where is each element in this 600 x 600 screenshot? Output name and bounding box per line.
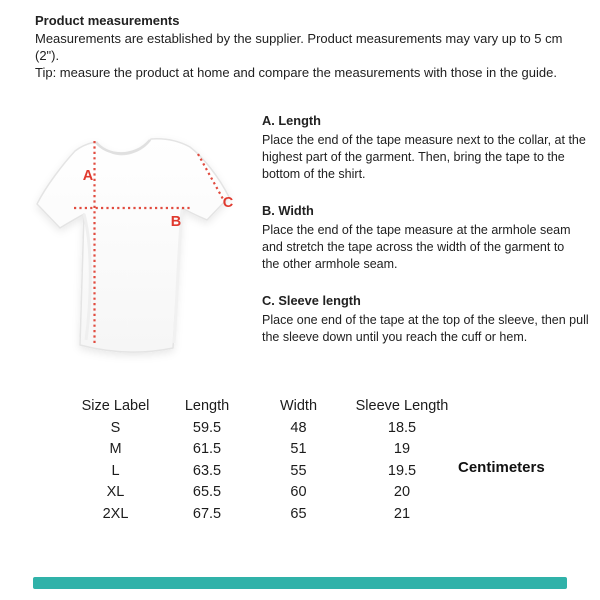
section-width (262, 202, 584, 273)
label-b: B (170, 214, 182, 230)
intro-description: Measurements are established by the supplier. Product measurements may vary up to 5 cm (2"). (35, 31, 563, 63)
table-cell: 67.5 (192, 505, 222, 522)
intro-block (35, 12, 580, 81)
section-sleeve (262, 292, 597, 346)
table-cell: 65 (290, 505, 307, 522)
table-cell: S (110, 419, 121, 436)
table-cell: 20 (393, 484, 411, 500)
section-length (262, 112, 597, 183)
table-cell: 19.5 (387, 462, 417, 479)
tshirt-silhouette (37, 139, 229, 352)
page-title: Product measurements (35, 13, 180, 28)
table-cell: L (111, 462, 120, 479)
section-length-body: Place the end of the tape measure next to the collar, at the highest part of the garment. Then, bring the tape to the bottom of the shirt. (262, 133, 586, 181)
table-cell: 63.5 (192, 462, 222, 479)
table-cell: 60 (290, 484, 307, 500)
unit-label: Centimeters (458, 459, 545, 476)
table-header-sleeve-length: Sleeve Length (355, 398, 449, 414)
tshirt-image (22, 115, 258, 387)
label-c: C (222, 195, 234, 211)
table-cell: 59.5 (192, 419, 222, 436)
section-width-heading: B. Width (262, 203, 314, 218)
table-cell: 2XL (102, 505, 129, 522)
table-cell: 51 (290, 441, 307, 457)
size-table (68, 396, 458, 525)
table-cell: 21 (393, 505, 411, 522)
table-header-width: Width (279, 398, 318, 414)
tshirt-diagram (22, 115, 258, 387)
table-cell: 18.5 (387, 419, 417, 436)
horizontal-scrollbar[interactable] (33, 577, 567, 589)
section-length-heading: A. Length (262, 113, 321, 128)
table-cell: 55 (290, 462, 307, 479)
table-cell: 19 (393, 441, 411, 457)
section-sleeve-heading: C. Sleeve length (262, 293, 361, 308)
table-cell: 61.5 (192, 441, 222, 457)
section-width-body: Place the end of the tape measure at the armhole seam and stretch the tape across the width of the garment to the other armhole seam. (262, 223, 571, 271)
table-header-size-label: Size Label (81, 398, 150, 414)
intro-tip: Tip: measure the product at home and compare the measurements with those in the guide. (35, 65, 557, 80)
table-cell: XL (106, 484, 125, 500)
table-cell: 48 (290, 419, 307, 436)
label-a: A (82, 168, 94, 184)
table-cell: 65.5 (192, 484, 222, 500)
table-header-length: Length (184, 398, 230, 414)
table-cell: M (109, 441, 122, 457)
section-sleeve-body: Place one end of the tape at the top of the sleeve, then pull the sleeve down until you reach the cuff or hem. (262, 313, 589, 344)
